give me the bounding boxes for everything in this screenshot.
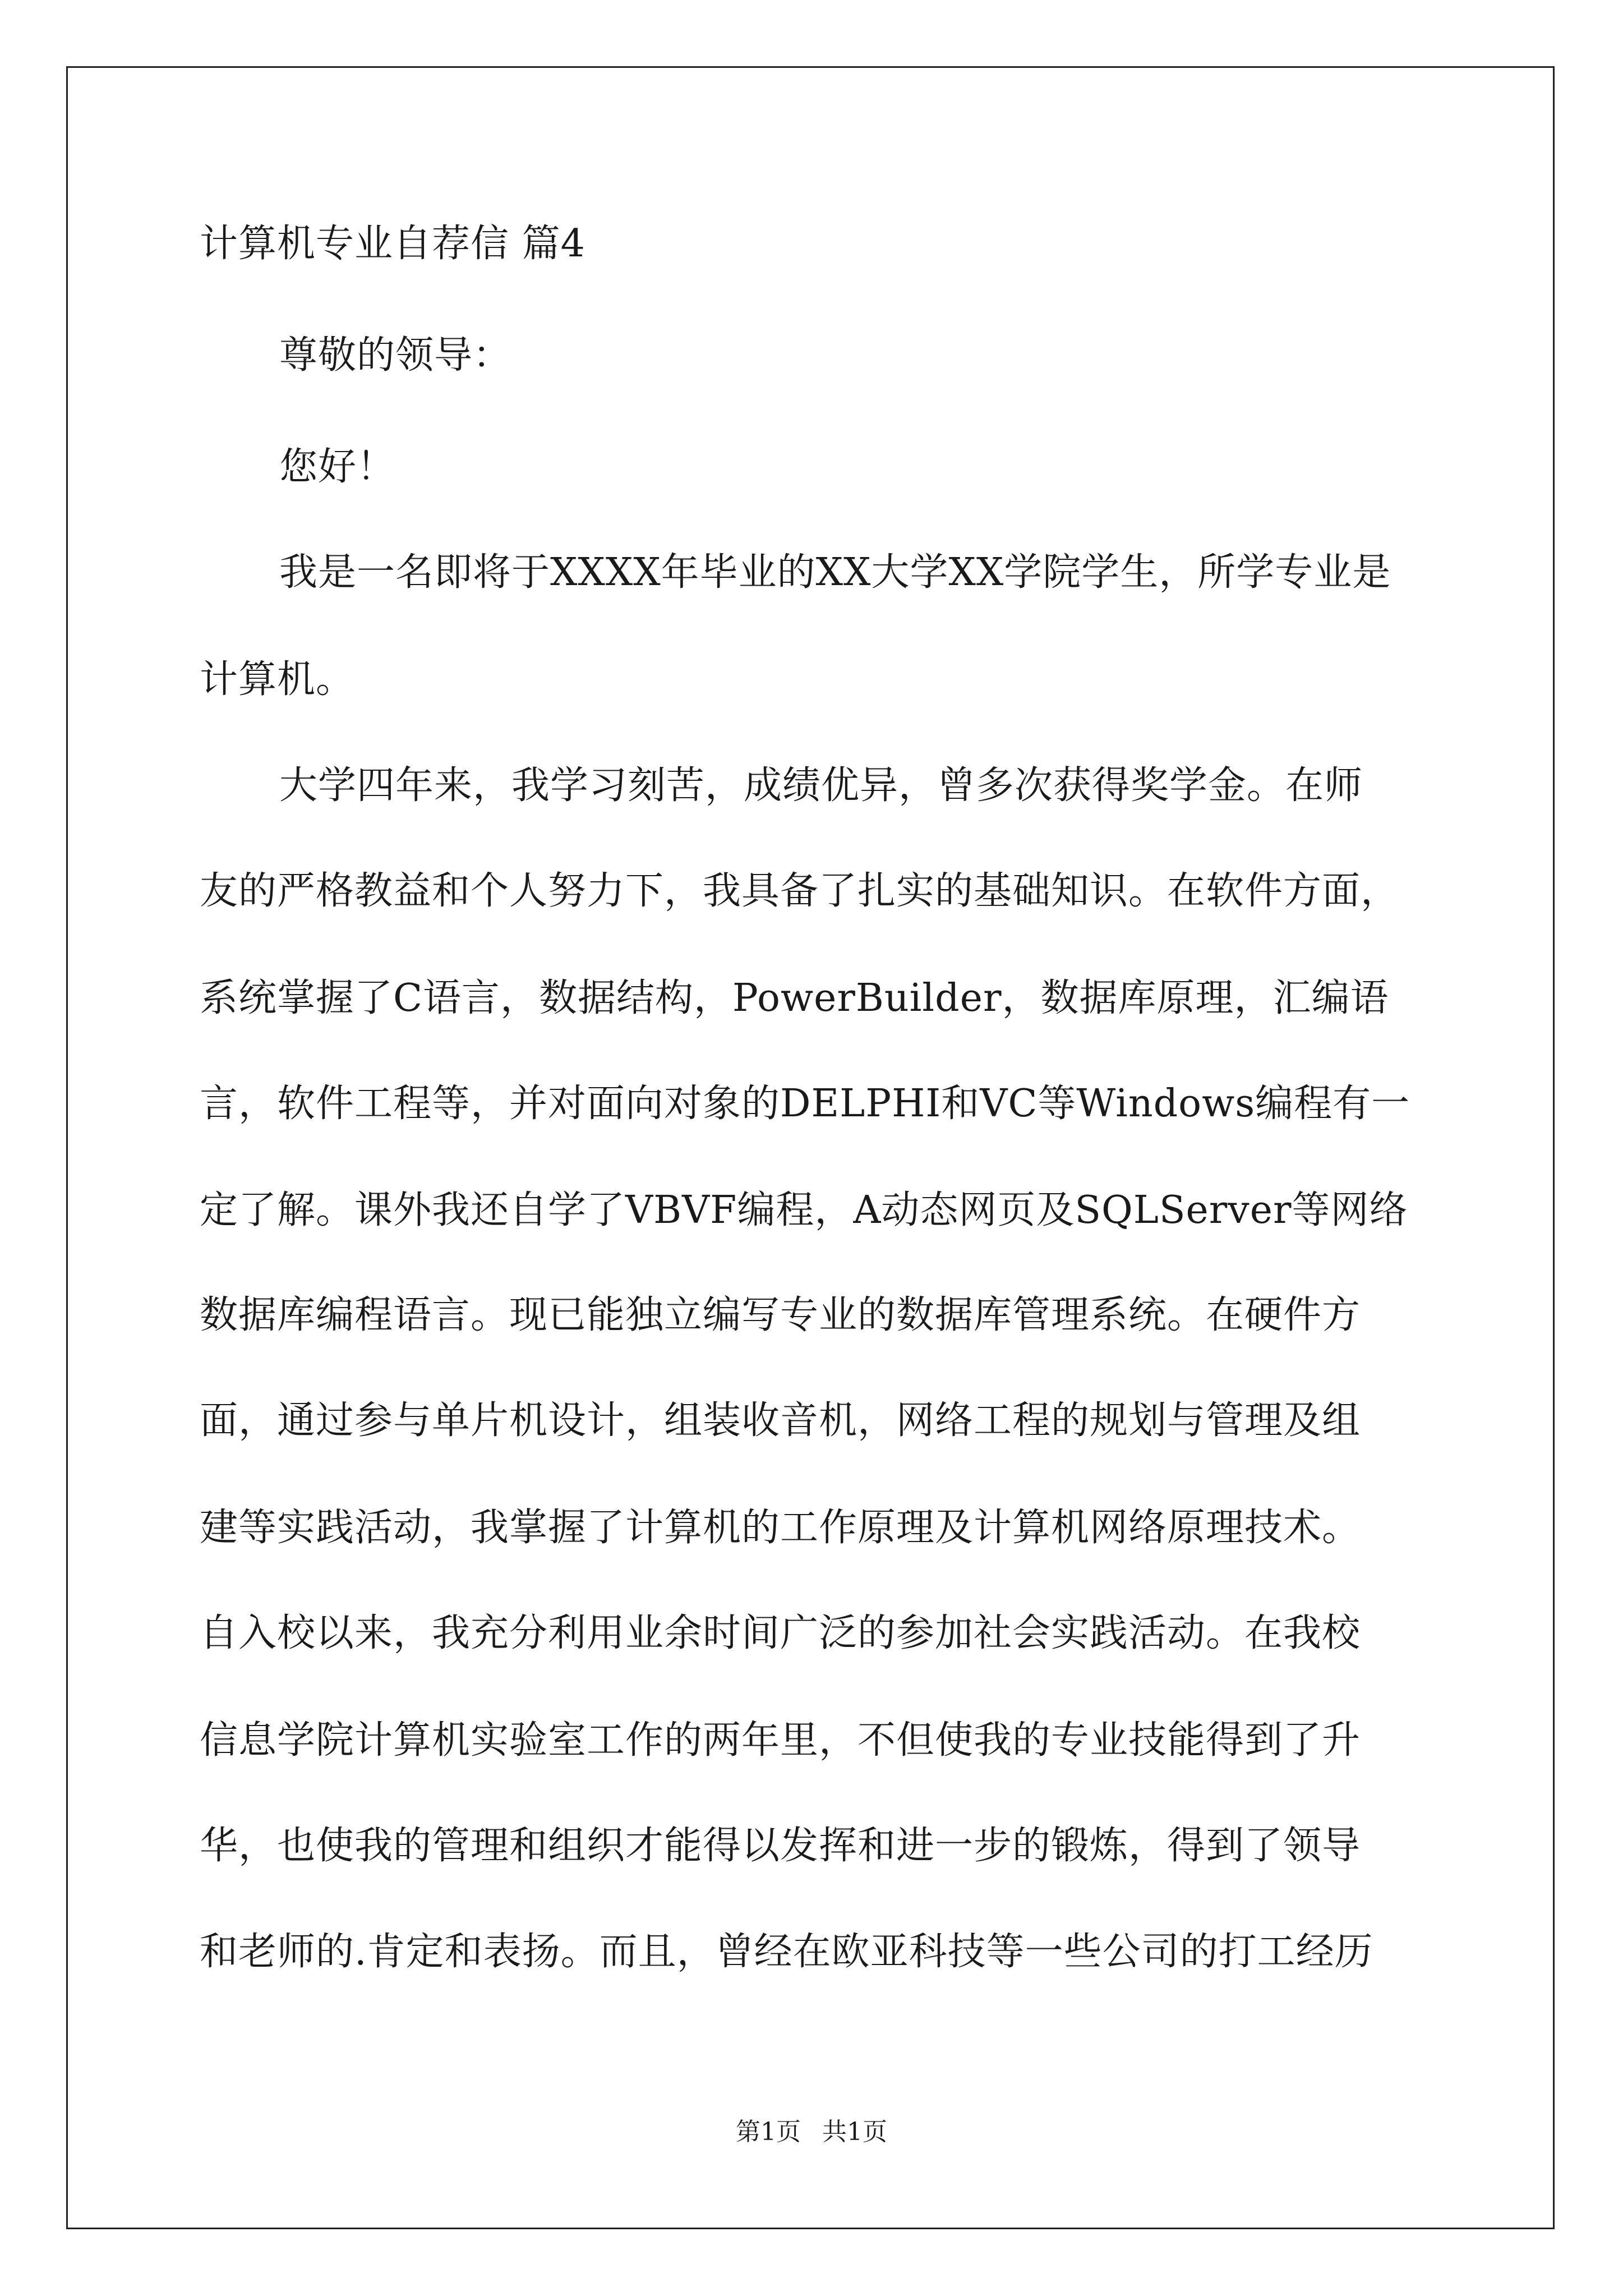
body-line: 建等实践活动，我掌握了计算机的工作原理及计算机网络原理技术。 (200, 1506, 1361, 1550)
body-line: 计算机。 (200, 657, 355, 702)
body-line: 大学四年来，我学习刻苦，成绩优异，曾多次获得奖学金。在师 (279, 763, 1363, 808)
body-line: 数据库编程语言。现已能独立编写专业的数据库管理系统。在硬件方 (200, 1293, 1361, 1337)
body-line: 我是一名即将于XXXX年毕业的XX大学XX学院学生，所学专业是 (279, 550, 1391, 595)
greeting: 您好！ (279, 445, 396, 489)
page-footer (0, 2118, 1623, 2147)
body-line: 自入校以来，我充分利用业余时间广泛的参加社会实践活动。在我校 (200, 1611, 1361, 1655)
page-border (66, 66, 1555, 2229)
body-line: 言，软件工程等，并对面向对象的DELPHI和VC等Windows编程有一 (200, 1082, 1410, 1126)
body-line: 华，也使我的管理和组织才能得以发挥和进一步的锻炼，得到了领导 (200, 1824, 1361, 1868)
body-line: 信息学院计算机实验室工作的两年里，不但使我的专业技能得到了升 (200, 1718, 1361, 1763)
body-line: 面，通过参与单片机设计，组装收音机，网络工程的规划与管理及组 (200, 1398, 1361, 1443)
document-title: 计算机专业自荐信 篇4 (200, 222, 585, 266)
body-line: 系统掌握了C语言，数据结构，PowerBuilder，数据库原理，汇编语 (200, 976, 1389, 1020)
page-total: 共1页 (822, 2118, 887, 2146)
page-number: 第1页 (736, 2118, 801, 2146)
body-line: 和老师的.肯定和表扬。而且，曾经在欧亚科技等一些公司的打工经历 (200, 1930, 1373, 1974)
body-line: 友的严格教益和个人努力下，我具备了扎实的基础知识。在软件方面， (200, 869, 1400, 913)
salutation: 尊敬的领导： (279, 333, 512, 378)
body-line: 定了解。课外我还自学了VBVF编程，A动态网页及SQLServer等网络 (200, 1188, 1408, 1232)
